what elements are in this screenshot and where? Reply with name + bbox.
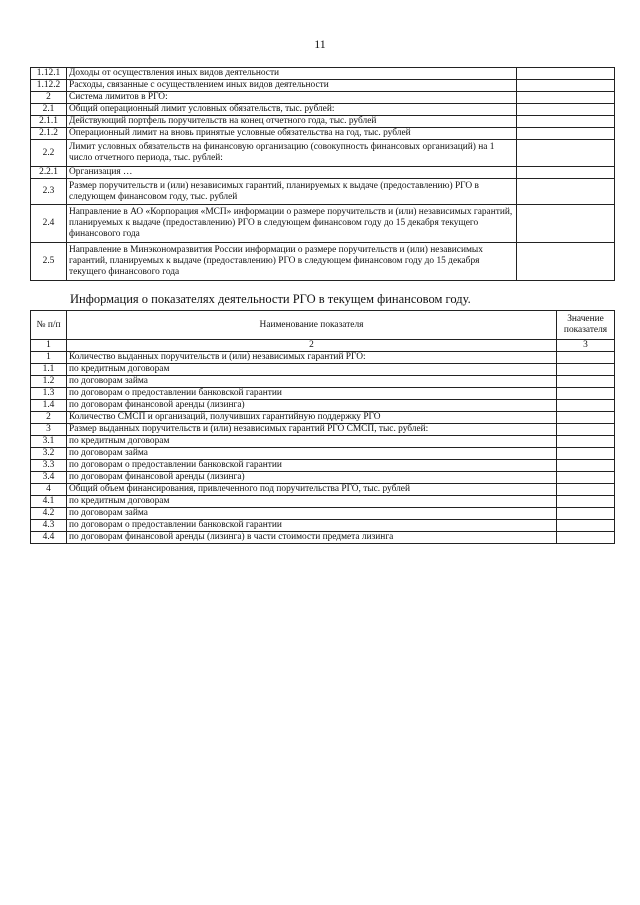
row-value-cell[interactable] [557, 484, 615, 496]
row-number: 1 [31, 352, 67, 364]
row-label: по договорам финансовой аренды (лизинга) в части стоимости предмета лизинга [67, 532, 557, 544]
row-label: по договорам о предоставлении банковской гарантии [67, 388, 557, 400]
row-value-cell[interactable] [557, 400, 615, 412]
row-number: 1.12.1 [31, 68, 67, 80]
row-number: 1.1 [31, 364, 67, 376]
row-label: Направление в АО «Корпорация «МСП» информации о размере поручительств и (или) независимых гарантий, планируемых к выдаче (предоставлению) РГО в следующем финансовом году до 15 декабря текущего финансового года [67, 205, 517, 243]
table-row [31, 140, 615, 167]
row-label: Количество СМСП и организаций, получивших гарантийную поддержку РГО [67, 412, 557, 424]
row-label: по договорам финансовой аренды (лизинга) [67, 472, 557, 484]
table-row [31, 472, 615, 484]
row-label: по договорам финансовой аренды (лизинга) [67, 400, 557, 412]
row-number: 2 [31, 92, 67, 104]
index-col3: 3 [557, 340, 615, 352]
row-label: Общий операционный лимит условных обязательств, тыс. рублей: [67, 104, 517, 116]
table-row [31, 400, 615, 412]
row-label: Размер поручительств и (или) независимых гарантий, планируемых к выдаче (предоставлению) РГО в следующем финансовом году, тыс. рублей [67, 179, 517, 205]
row-label: по договорам займа [67, 376, 557, 388]
table-row [31, 376, 615, 388]
row-value-cell[interactable] [517, 140, 615, 167]
row-number: 2.1 [31, 104, 67, 116]
row-label: по договорам займа [67, 508, 557, 520]
row-number: 4 [31, 484, 67, 496]
row-number: 2.2 [31, 140, 67, 167]
header-number: № п/п [31, 311, 67, 340]
row-value-cell[interactable] [557, 364, 615, 376]
row-number: 4.3 [31, 520, 67, 532]
row-label: по кредитным договорам [67, 436, 557, 448]
table-row [31, 104, 615, 116]
index-col1: 1 [31, 340, 67, 352]
row-value-cell[interactable] [517, 243, 615, 281]
table-row [31, 68, 615, 80]
row-number: 1.3 [31, 388, 67, 400]
row-label: по договорам о предоставлении банковской гарантии [67, 460, 557, 472]
row-number: 1.4 [31, 400, 67, 412]
row-value-cell[interactable] [557, 376, 615, 388]
row-value-cell[interactable] [557, 352, 615, 364]
table-index-row [31, 340, 615, 352]
row-label: Направление в Минэкономразвития России информации о размере поручительств и (или) независимых гарантий, планируемых к выдаче (предоставлению) РГО в следующем финансовом году до 15 декабря текущего финансового года [67, 243, 517, 281]
table-row [31, 412, 615, 424]
table-row [31, 205, 615, 243]
row-number: 3.2 [31, 448, 67, 460]
index-col2: 2 [67, 340, 557, 352]
row-label: по договорам о предоставлении банковской гарантии [67, 520, 557, 532]
row-number: 3.4 [31, 472, 67, 484]
row-number: 3.1 [31, 436, 67, 448]
row-number: 1.2 [31, 376, 67, 388]
row-label: Операционный лимит на вновь принятые условные обязательства на год, тыс. рублей [67, 128, 517, 140]
row-label: Лимит условных обязательств на финансовую организацию (совокупность финансовых организаций) на 1 число отчетного периода, тыс. рублей: [67, 140, 517, 167]
row-label: Размер выданных поручительств и (или) независимых гарантий РГО СМСП, тыс. рублей: [67, 424, 557, 436]
row-number: 2.4 [31, 205, 67, 243]
row-value-cell[interactable] [517, 179, 615, 205]
indicators-table [30, 310, 615, 544]
table-row [31, 484, 615, 496]
row-label: Система лимитов в РГО: [67, 92, 517, 104]
row-number: 2.3 [31, 179, 67, 205]
row-value-cell[interactable] [517, 92, 615, 104]
table-row [31, 508, 615, 520]
table-row [31, 352, 615, 364]
table-row [31, 92, 615, 104]
row-value-cell[interactable] [557, 448, 615, 460]
row-value-cell[interactable] [557, 472, 615, 484]
table-row [31, 460, 615, 472]
row-label: Организация … [67, 167, 517, 179]
row-value-cell[interactable] [557, 460, 615, 472]
row-value-cell[interactable] [557, 496, 615, 508]
page-number: 11 [314, 37, 326, 51]
row-number: 2.1.2 [31, 128, 67, 140]
row-number: 3 [31, 424, 67, 436]
row-number: 3.3 [31, 460, 67, 472]
limits-table [30, 67, 615, 281]
row-value-cell[interactable] [517, 104, 615, 116]
row-value-cell[interactable] [517, 116, 615, 128]
row-value-cell[interactable] [557, 532, 615, 544]
row-label: Доходы от осуществления иных видов деятельности [67, 68, 517, 80]
row-number: 2.1.1 [31, 116, 67, 128]
row-label: Действующий портфель поручительств на конец отчетного года, тыс. рублей [67, 116, 517, 128]
table-row [31, 243, 615, 281]
table-row [31, 496, 615, 508]
row-label: Общий объем финансирования, привлеченного под поручительства РГО, тыс. рублей [67, 484, 557, 496]
row-number: 2 [31, 412, 67, 424]
table-row [31, 116, 615, 128]
table-row [31, 128, 615, 140]
row-number: 4.4 [31, 532, 67, 544]
table-row [31, 436, 615, 448]
table-header-row [31, 311, 615, 340]
row-value-cell[interactable] [517, 205, 615, 243]
row-number: 1.12.2 [31, 80, 67, 92]
row-number: 4.1 [31, 496, 67, 508]
row-label: по кредитным договорам [67, 364, 557, 376]
row-value-cell[interactable] [517, 128, 615, 140]
table-row [31, 80, 615, 92]
row-label: по кредитным договорам [67, 496, 557, 508]
row-value-cell[interactable] [517, 167, 615, 179]
row-value-cell[interactable] [557, 436, 615, 448]
table-row [31, 167, 615, 179]
row-number: 2.2.1 [31, 167, 67, 179]
table-row [31, 388, 615, 400]
row-value-cell[interactable] [517, 68, 615, 80]
row-value-cell[interactable] [517, 80, 615, 92]
row-label: Количество выданных поручительств и (или) независимых гарантий РГО: [67, 352, 557, 364]
row-number: 2.5 [31, 243, 67, 281]
row-label: по договорам займа [67, 448, 557, 460]
section-heading: Информация о показателях деятельности РГО в текущем финансовом году. [70, 292, 471, 306]
row-number: 4.2 [31, 508, 67, 520]
row-value-cell[interactable] [557, 388, 615, 400]
row-value-cell[interactable] [557, 412, 615, 424]
header-indicator-value: Значение показателя [557, 311, 615, 340]
table-row [31, 520, 615, 532]
table-row [31, 364, 615, 376]
row-value-cell[interactable] [557, 520, 615, 532]
table-row [31, 424, 615, 436]
row-value-cell[interactable] [557, 508, 615, 520]
row-value-cell[interactable] [557, 424, 615, 436]
table-row [31, 179, 615, 205]
table-row [31, 532, 615, 544]
table-row [31, 448, 615, 460]
header-indicator-name: Наименование показателя [67, 311, 557, 340]
row-label: Расходы, связанные с осуществлением иных видов деятельности [67, 80, 517, 92]
